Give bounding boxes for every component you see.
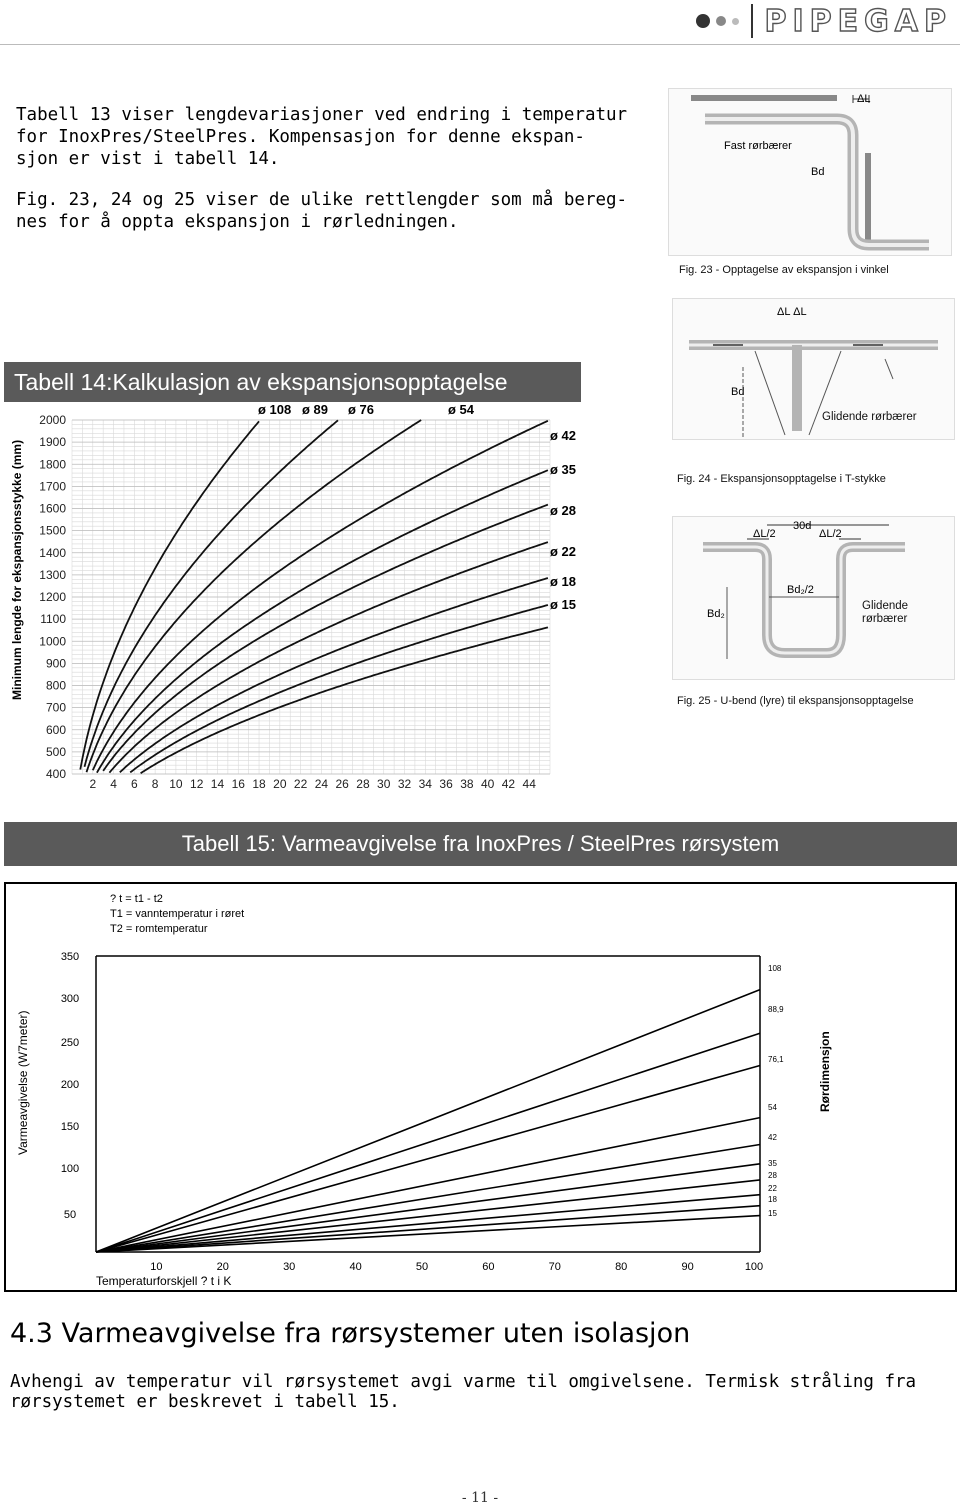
chart-14-x-tick: 10 <box>169 777 183 791</box>
chart-15-y-tick: 300 <box>60 993 80 1005</box>
chart-15-series-line <box>96 1164 760 1252</box>
chart-15-x-tick: 60 <box>482 1261 495 1273</box>
chart-15-y-tick: 100 <box>60 1163 80 1175</box>
chart-14-x-tick: 6 <box>131 777 138 791</box>
chart-14-x-tick: 34 <box>418 777 432 791</box>
chart-15-y-tick: 200 <box>60 1079 80 1091</box>
chart-14-x-tick: 30 <box>377 777 391 791</box>
chart-15-series-label: 88,9 <box>768 1005 784 1014</box>
chart-14-x-tick: 32 <box>397 777 412 791</box>
chart-15-series-label: 18 <box>768 1195 777 1204</box>
page-number: - 11 - <box>461 1490 499 1506</box>
chart-15-x-tick: 10 <box>150 1261 163 1273</box>
chart-14-label-right: ø 28 <box>550 503 577 518</box>
fig-24-caption: Fig. 24 - Ekspansjonsopptagelse i T-stykke <box>677 473 886 485</box>
chart-14-y-tick: 1700 <box>39 479 66 494</box>
intro-paragraph-1: Tabell 13 viser lengdevariasjoner ved endring i temperatur for InoxPres/SteelPres. Kompensasjon for denne ekspan- sjon er vist i tabell 14. <box>16 105 628 169</box>
chart-15-x-tick: 90 <box>681 1261 694 1273</box>
chart-15-series-label: 28 <box>768 1171 777 1180</box>
chart-15-series-line <box>96 1180 760 1252</box>
chart-15-x-tick: 40 <box>349 1261 362 1273</box>
chart-14-label-right: ø 22 <box>550 544 577 559</box>
chart-14-label-top: ø 108 <box>258 402 292 417</box>
chart-15-series-label: 42 <box>768 1133 777 1142</box>
chart-14-x-tick: 16 <box>231 777 245 791</box>
chart-15-series-label: 54 <box>768 1103 777 1112</box>
chart-15-x-tick: 30 <box>283 1261 296 1273</box>
fig-25-30d: 30d <box>793 520 812 532</box>
fig-24-sliding-label: Glidende rørbærer <box>822 411 917 423</box>
chart-14-y-tick: 900 <box>45 656 66 671</box>
brand-wordmark: PIPEGAP <box>764 3 952 39</box>
table-15-rlabel: Rørdimensjon <box>818 1031 832 1112</box>
chart-14-x-tick: 8 <box>151 777 159 791</box>
fig-25-dl2-right: ΔL/2 <box>819 528 842 540</box>
fig-25-dl2-left: ΔL/2 <box>753 528 776 540</box>
chart-14-y-tick: 2000 <box>39 413 66 427</box>
chart-15-series-label: 76,1 <box>768 1055 784 1064</box>
fig-24-bd: Bd <box>731 386 745 398</box>
chart-14-x-tick: 38 <box>460 777 474 791</box>
chart-15-x-tick: 50 <box>415 1261 429 1273</box>
fig-23-fixed-label: Fast rørbærer <box>724 140 792 152</box>
chart-15-series-label: 35 <box>768 1159 777 1168</box>
chart-14-label-top: ø 54 <box>448 402 475 417</box>
chart-15-x-tick: 20 <box>216 1261 229 1273</box>
chart-15-y-tick: 50 <box>63 1209 77 1221</box>
chart-14-x-tick: 44 <box>522 777 536 791</box>
chart-14-x-tick: 42 <box>501 777 516 791</box>
chart-14-x-tick: 28 <box>356 777 370 791</box>
chart-15-series-line <box>96 1144 760 1252</box>
header-rule <box>0 44 960 45</box>
table-15-ylabel: Varmeavgivelse (W7meter) <box>16 1010 30 1155</box>
chart-15-x-tick: 70 <box>548 1261 561 1273</box>
chart-15-series-line <box>96 1118 760 1252</box>
chart-14-x-tick: 22 <box>293 777 308 791</box>
table-14-title: Tabell 14:Kalkulasjon av ekspansjonsopptagelse <box>4 362 581 402</box>
fig-23-bd: Bd <box>811 166 825 178</box>
fig-25-image <box>672 516 955 680</box>
chart-14-y-tick: 1000 <box>39 634 66 649</box>
chart-14-x-tick: 24 <box>314 777 329 791</box>
chart-14-y-tick: 1600 <box>39 501 66 516</box>
section-heading: 4.3 Varmeavgivelse fra rørsystemer uten isolasjon <box>10 1318 691 1349</box>
chart-14-y-tick: 1300 <box>39 567 66 582</box>
chart-14-y-tick: 800 <box>45 678 66 693</box>
chart-14-label-right: ø 15 <box>550 597 577 612</box>
fig-25-bd2-half: Bd₂/2 <box>787 584 814 596</box>
chart-14-x-tick: 12 <box>190 777 204 791</box>
chart-15-series-label: 108 <box>768 964 782 973</box>
chart-15-y-tick: 150 <box>60 1121 80 1133</box>
chart-14-label-right: ø 35 <box>550 462 577 477</box>
fig-23-image <box>668 88 952 256</box>
chart-14-y-tick: 1100 <box>40 612 66 627</box>
chart-14-y-tick: 1500 <box>39 523 66 538</box>
chart-14-x-tick: 14 <box>210 777 225 791</box>
chart-14-x-tick: 4 <box>110 777 117 791</box>
chart-15-series-line <box>96 1216 760 1252</box>
chart-14-y-tick: 400 <box>45 767 66 781</box>
chart-15-y-tick: 250 <box>60 1037 80 1049</box>
table-15-legend: ? t = t1 - t2 T1 = vanntemperatur i røret T2 = romtemperatur <box>110 893 245 935</box>
chart-14-label-top: ø 89 <box>302 402 329 417</box>
fig-24-delta-l: ΔL ΔL <box>777 306 807 318</box>
chart-14-y-tick: 700 <box>45 700 66 715</box>
table-14-ylabel: Minimum lengde for ekspansjonsstykke (mm) <box>10 439 24 700</box>
chart-14-x-tick: 18 <box>252 777 266 791</box>
chart-15-y-tick: 350 <box>60 951 80 963</box>
chart-14-y-tick: 1200 <box>39 590 66 604</box>
table-14-chart <box>30 402 586 794</box>
chart-15-series-label: 15 <box>768 1209 777 1218</box>
fig-25-caption: Fig. 25 - U-bend (lyre) til ekspansjonsopptagelse <box>677 695 914 707</box>
chart-14-label-right: ø 42 <box>550 428 577 443</box>
chart-14-x-tick: 20 <box>273 777 287 791</box>
chart-14-y-tick: 500 <box>45 744 66 759</box>
table-15-title: Tabell 15: Varmeavgivelse fra InoxPres / SteelPres rørsystem <box>4 822 957 866</box>
chart-14-y-tick: 1900 <box>39 435 66 450</box>
pipegap-logo <box>696 4 952 38</box>
fig-25-bd2: Bd₂ <box>707 608 725 620</box>
chart-14-y-tick: 1800 <box>39 457 66 472</box>
chart-14-y-tick: 1400 <box>39 545 66 560</box>
chart-15-series-label: 22 <box>768 1184 777 1193</box>
chart-14-x-tick: 2 <box>89 777 97 791</box>
chart-14-x-tick: 26 <box>335 777 349 791</box>
chart-15-series-line <box>96 1033 760 1252</box>
table-15-chart <box>40 940 800 1290</box>
chart-15-x-tick: 100 <box>744 1261 764 1273</box>
fig-25-sliding-label: Glidende rørbærer <box>862 600 909 625</box>
intro-paragraph-2: Fig. 23, 24 og 25 viser de ulike rettlengder som må bereg- nes for å oppta ekspansjon i rørledningen. <box>16 190 628 232</box>
chart-14-y-tick: 600 <box>45 722 66 737</box>
chart-14-label-top: ø 76 <box>348 402 375 417</box>
fig-23-delta-l: ΔL <box>857 93 871 105</box>
table-15-xlabel: Temperaturforskjell ? t i K <box>96 1274 232 1288</box>
section-body: Avhengi av temperatur vil rørsystemet avgi varme til omgivelsene. Termisk stråling fra rørsystemet er beskrevet i tabell 15. <box>10 1372 917 1412</box>
chart-14-label-right: ø 18 <box>550 574 577 589</box>
chart-15-x-tick: 80 <box>615 1261 628 1273</box>
chart-14-x-tick: 40 <box>480 777 495 791</box>
fig-23-caption: Fig. 23 - Opptagelse av ekspansjon i vinkel <box>679 264 889 276</box>
chart-14-x-tick: 36 <box>439 777 453 791</box>
